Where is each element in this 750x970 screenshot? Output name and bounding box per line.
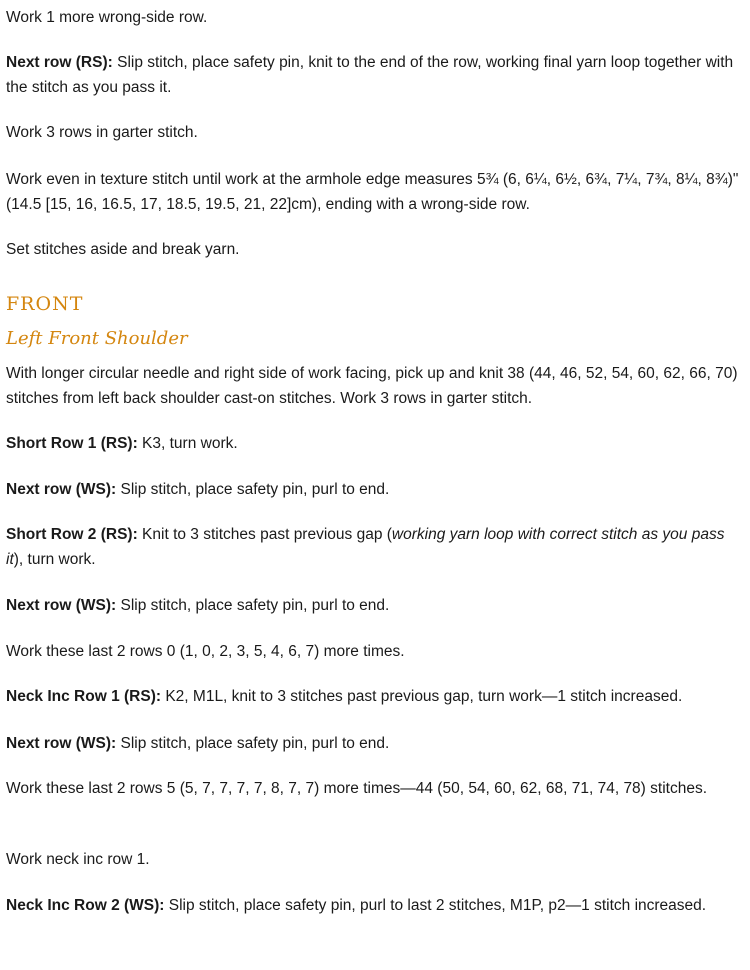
paragraph-next-row-ws-1: Next row (WS): Slip stitch, place safety pin, purl to end. <box>6 481 390 498</box>
instruction-label: Next row (WS): <box>6 597 117 614</box>
instruction-label: Next row (WS): <box>6 481 117 498</box>
paragraph-garter-stitch: Work 3 rows in garter stitch. <box>6 124 198 141</box>
paragraph-short-row-1: Short Row 1 (RS): K3, turn work. <box>6 435 238 452</box>
paragraph-short-row-2: Short Row 2 (RS): Knit to 3 stitches past previous gap (working yarn loop with correct stitch as you pass it), turn work. <box>6 526 725 568</box>
paragraph-next-row-rs: Next row (RS): Slip stitch, place safety pin, knit to the end of the row, working final yarn loop together with the stitch as you pass it. <box>6 54 734 96</box>
instruction-label: Next row (RS): <box>6 54 113 71</box>
section-heading-front: FRONT <box>6 293 84 315</box>
paragraph-wrong-side-row: Work 1 more wrong-side row. <box>6 9 208 26</box>
instruction-label: Neck Inc Row 1 (RS): <box>6 688 162 705</box>
paragraph-repeat-rows-2: Work these last 2 rows 5 (5, 7, 7, 7, 7, 8, 7, 7) more times—44 (50, 54, 60, 62, 68, 71, 74, 78) stitches. <box>6 780 708 797</box>
italic-note: working yarn loop with correct stitch as you pass it <box>6 526 725 568</box>
paragraph-next-row-ws-2: Next row (WS): Slip stitch, place safety pin, purl to end. <box>6 597 390 614</box>
paragraph-work-neck-inc: Work neck inc row 1. <box>6 851 150 868</box>
paragraph-neck-inc-row-2: Neck Inc Row 2 (WS): Slip stitch, place safety pin, purl to last 2 stitches, M1P, p2—1 stitch increased. <box>6 897 707 914</box>
paragraph-neck-inc-row-1: Neck Inc Row 1 (RS): K2, M1L, knit to 3 stitches past previous gap, turn work—1 stitch increased. <box>6 688 683 705</box>
paragraph-next-row-ws-3: Next row (WS): Slip stitch, place safety pin, purl to end. <box>6 735 390 752</box>
instruction-label: Short Row 1 (RS): <box>6 435 138 452</box>
paragraph-texture-stitch: Work even in texture stitch until work at the armhole edge measures 5¾ (6, 6¼, 6½, 6¾, 7¼, 7¾, 8¼, 8¾)" (14.5 [15, 16, 16.5, 17, 18.5, 19.5, 21, 22]cm), ending with a wrong-side row. <box>6 171 739 213</box>
paragraph-repeat-rows-1: Work these last 2 rows 0 (1, 0, 2, 3, 5, 4, 6, 7) more times. <box>6 643 405 660</box>
paragraph-set-aside: Set stitches aside and break yarn. <box>6 241 240 258</box>
paragraph-pick-up-knit: With longer circular needle and right side of work facing, pick up and knit 38 (44, 46, 52, 54, 60, 62, 66, 70) stitches from left back shoulder cast-on stitches. Work 3 rows in garter stitch. <box>6 365 738 407</box>
instruction-label: Short Row 2 (RS): <box>6 526 138 543</box>
instruction-label: Next row (WS): <box>6 735 117 752</box>
subsection-heading-left-front-shoulder: Left Front Shoulder <box>6 328 188 349</box>
instruction-label: Neck Inc Row 2 (WS): <box>6 897 165 914</box>
